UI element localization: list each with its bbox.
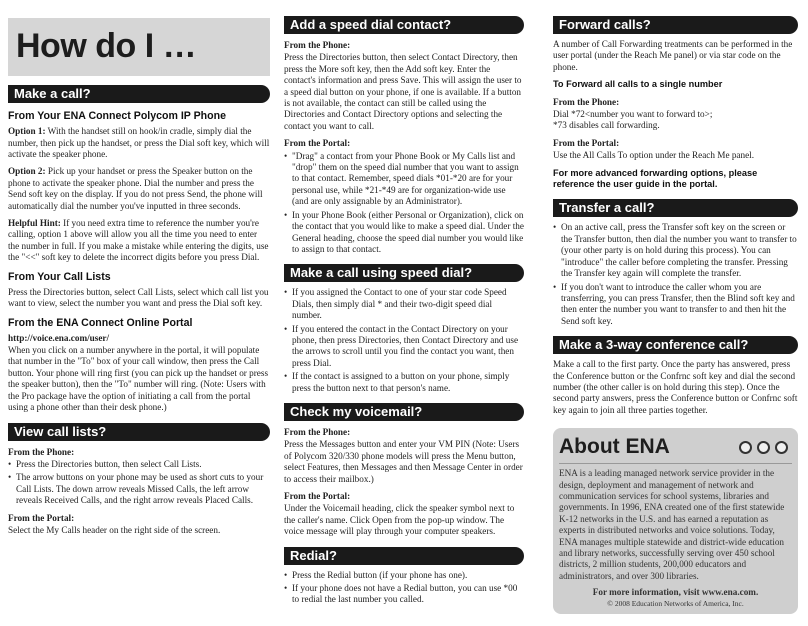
call-lists-subheading: From Your Call Lists: [8, 270, 111, 283]
list-item: • If the contact is assigned to a button on your phone, simply press the button next to that person's name.: [284, 371, 524, 394]
forward-portal-text: Use the All Calls To option under the Reach Me panel.: [553, 150, 755, 161]
conference-heading: Make a 3-way conference call?: [553, 336, 798, 354]
speed-add-phone-text: Press the Directories button, then select Contact Directory, then press the More soft key, then the Add soft key. Enter the contact's information and press Save. This will assign the user to a speed dial button on your phone, if one is available. If a button is not available, the contact can still be called using the Directories and Contact Directory options and selecting the contact you want to call.: [284, 52, 522, 131]
view-call-lists-heading: View call lists?: [8, 423, 270, 441]
circle-icon: [775, 441, 788, 454]
column-3: [553, 0, 798, 614]
forward-portal-label: From the Portal:: [553, 137, 620, 148]
speed-add-portal-label: From the Portal:: [284, 138, 351, 149]
polycom-subheading: From Your ENA Connect Polycom IP Phone: [8, 110, 226, 122]
transfer-heading: Transfer a call?: [553, 199, 798, 217]
column-2: [284, 0, 524, 611]
title-banner: [8, 18, 270, 76]
forward-phone-line-1: Dial *72<number you want to forward to>;: [553, 109, 713, 120]
list-item: • Press the Redial button (if your phone has one).: [284, 570, 524, 581]
list-item: • If you assigned the Contact to one of your star code Speed Dials, then simply dial * and their two-digit speed dial number.: [284, 287, 524, 321]
portal-text: When you click on a number anywhere in the portal, it will populate that number in the "To" box of your call window, then press the Call button. Your phone will ring first (you can pick up the handset or press the speaker button), then the "To" number will ring. (Note: Users with the Pro package have the option of initiating a call from the portal using a phone other than their desk phone.): [8, 345, 269, 413]
transfer-bullets: [553, 222, 798, 327]
list-item: • If you entered the contact in the Contact Directory on your phone, then press Directories, then Contact Directory and use the arrows to scroll until you find the contact you want, then press Dial.: [284, 324, 524, 370]
view-lists-bullets: [8, 459, 270, 507]
voicemail-portal-text: Under the Voicemail heading, click the speaker symbol next to the caller's name. Click Open from the pop-up window. The voice message will play through your computer speakers.: [284, 503, 515, 537]
speed-dial-use-heading: Make a call using speed dial?: [284, 264, 524, 282]
list-item: • In your Phone Book (either Personal or Organization), click on the contact that you would like to make a speed dial. Under the General heading, choose the speed dial number you would like to assign to that contact.: [284, 210, 524, 256]
list-item: • On an active call, press the Transfer soft key on the screen or the Transfer button, then dial the number you want to transfer to (your other party is on hold during this process). You can "introduce" the caller before completing the transfer. Pressing the Transfer key again will complete the transfer.: [553, 222, 798, 279]
about-ena-box: [553, 428, 798, 614]
column-1: [8, 0, 270, 542]
forward-heading: Forward calls?: [553, 16, 798, 34]
redial-heading: Redial?: [284, 547, 524, 565]
speed-use-bullets: [284, 287, 524, 394]
view-lists-portal-text: Select the My Calls header on the right side of the screen.: [8, 524, 221, 535]
about-text: ENA is a leading managed network service provider in the design, deployment and management of network and communication services for school systems, libraries and governments. In 1996, ENA created one of the first statewide K-12 networks in the U.S. and has earned a reputation as experts in distributed networks and voice solutions. Today, ENA manages multiple statewide and district-wide education and library networks, successfully serving over 450 school districts, 2 million students, 200,000 educators and administrators, and over 300 libraries.: [559, 468, 785, 581]
redial-bullets: [284, 570, 524, 606]
list-item: • If you don't want to introduce the caller whom you are transferring, you can press Transfer, then the Blind soft key and then enter the number you want to transfer to and then hit the Send soft key.: [553, 282, 798, 328]
list-item: • The arrow buttons on your phone may be used as short cuts to your Call Lists. The down arrow reveals Missed Calls, the left arrow reveals Received Calls, and the right arrow reveals Placed Calls.: [8, 472, 270, 506]
copyright: © 2008 Education Networks of America, Inc.: [607, 598, 744, 608]
list-item: • Press the Directories button, then select Call Lists.: [8, 459, 270, 470]
speed-add-phone-label: From the Phone:: [284, 40, 351, 50]
option-1: Option 1: With the handset still on hook/in cradle, simply dial the number, then pick up the handset, or press the Dial soft key, which will activate the speaker phone.: [8, 126, 270, 159]
helpful-hint: Helpful Hint: If you need extra time to reference the number you're calling, option 1 above will allow you all the time you need to enter the number in full. If you make a mistake while entering the digits, use the "<<" soft key to delete the incorrect digits before you press Dial.: [8, 217, 269, 263]
circle-icon: [739, 441, 752, 454]
forward-subheading: To Forward all calls to a single number: [553, 79, 723, 90]
speed-dial-add-heading: Add a speed dial contact?: [284, 16, 524, 34]
page-title: How do I …: [16, 27, 197, 65]
forward-phone-label: From the Phone:: [553, 96, 620, 107]
make-call-heading: Make a call?: [8, 85, 270, 103]
about-header: [559, 434, 792, 464]
list-item: • "Drag" a contact from your Phone Book or My Calls list and "drop" them on the speed dial number that you want to assign to that contact. Remember, speed dials *01-*20 are for your personal use, while *21-*49 are for organization-wide use (and are only assignable by an Administrator).: [284, 151, 524, 208]
call-lists-text: Press the Directories button, select Call Lists, select which call list you want to view, select the number you want and press the Dial soft key.: [8, 286, 269, 309]
view-lists-phone-label: From the Phone:: [8, 446, 75, 457]
forward-advanced-note: For more advanced forwarding options, please reference the user guide in the portal.: [553, 167, 758, 190]
view-lists-portal-label: From the Portal:: [8, 512, 75, 523]
about-heading: About ENA: [559, 435, 670, 459]
option-2: Option 2: Pick up your handset or press the Speaker button on the phone to activate the speaker phone. Dial the number and press the Send soft key on the display. If you do not press Send, the phone will automatically dial the number you've inputted in three seconds.: [8, 166, 263, 211]
voicemail-heading: Check my voicemail?: [284, 403, 524, 421]
forward-intro: A number of Call Forwarding treatments can be performed in the user portal (under the Reach Me panel) or via star code on the phone.: [553, 39, 793, 72]
speed-add-bullets: [284, 151, 524, 256]
voicemail-phone-label: From the Phone:: [284, 426, 351, 437]
forward-phone-line-2: *73 disables call forwarding.: [553, 120, 660, 131]
list-item: • If your phone does not have a Redial button, you can use *00 to redial the last number you called.: [284, 583, 524, 606]
conference-text: Make a call to the first party. Once the party has answered, press the Conference button or the Confrnc soft key and dial the second number (the other caller is on hold during this step). Once the second party answers, press the Conference button or Confrnc soft key again to join all three parties together.: [553, 359, 798, 415]
portal-url-link[interactable]: http://voice.ena.com/user/: [8, 332, 110, 343]
voicemail-portal-label: From the Portal:: [284, 491, 351, 501]
voicemail-phone-text: Press the Messages button and enter your VM PIN (Note: Users of Polycom 320/330 phone models will press the Menu button, select Features, then Messages and then Message Center in order to access their mailbox.): [284, 439, 523, 484]
portal-subheading: From the ENA Connect Online Portal: [8, 316, 193, 329]
circle-icon: [757, 441, 770, 454]
more-info-link[interactable]: For more information, visit www.ena.com.: [592, 587, 759, 598]
decorative-dots: [739, 441, 788, 454]
